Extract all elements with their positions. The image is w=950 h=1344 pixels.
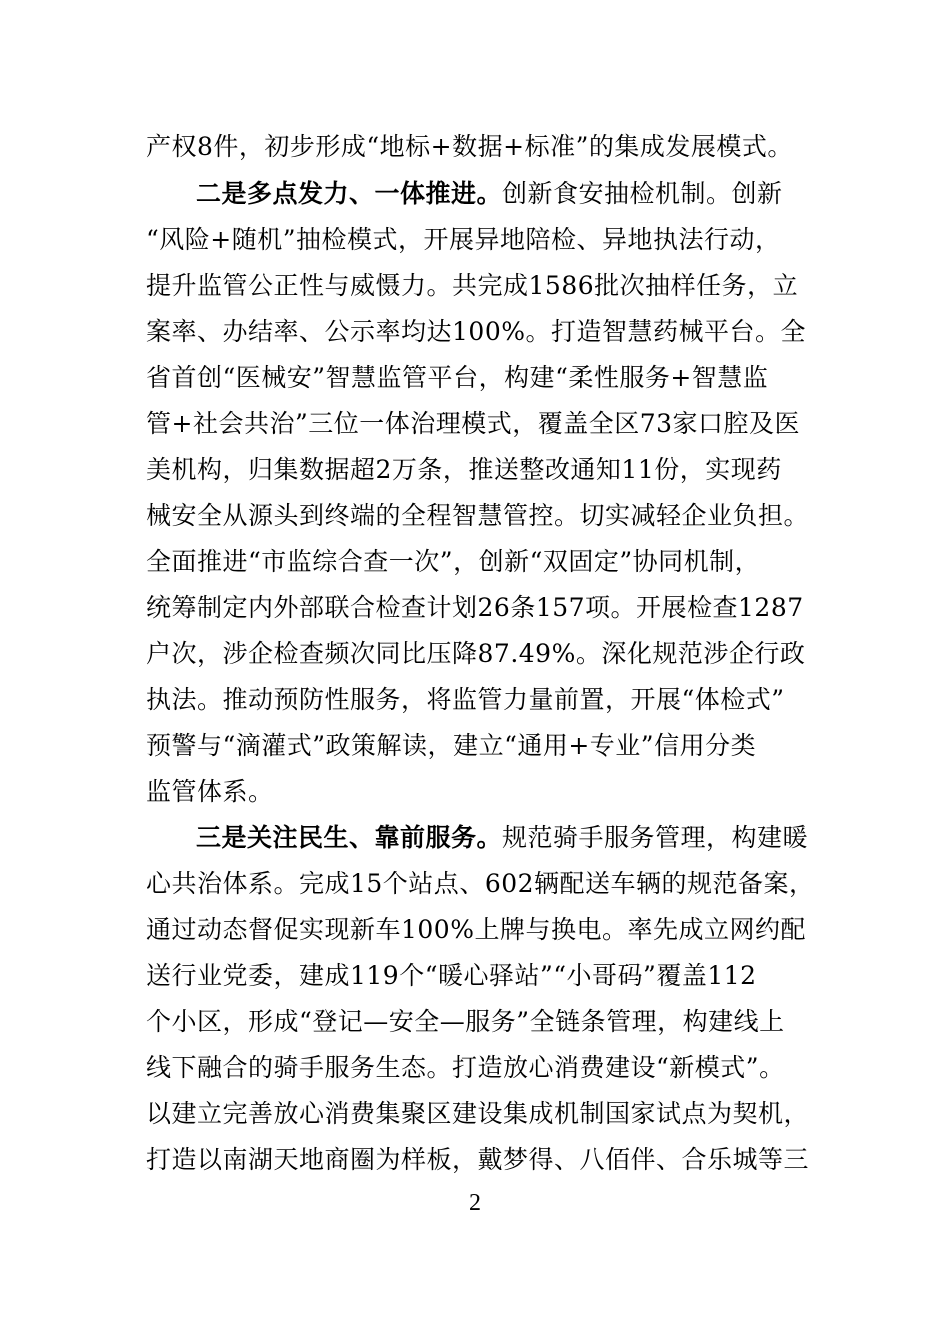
paragraph-lead-text: 创新食安抽检机制。创新 xyxy=(502,179,783,208)
text-line: “风险+随机”抽检模式，开展异地陪检、异地执法行动， xyxy=(146,225,781,254)
text-line: 全面推进“市监综合查一次”，创新“双固定”协同机制， xyxy=(146,547,761,576)
text-line: 个小区，形成“登记—安全—服务”全链条管理，构建线上 xyxy=(146,1007,785,1036)
text-line: 预警与“滴灌式”政策解读，建立“通用+专业”信用分类 xyxy=(146,731,757,760)
text-line: 产权8件，初步形成“地标+数据+标准”的集成发展模式。 xyxy=(146,132,793,161)
text-line: 心共治体系。完成15个站点、602辆配送车辆的规范备案， xyxy=(146,869,815,898)
paragraph-first-line xyxy=(196,815,809,861)
text-line: 通过动态督促实现新车100%上牌与换电。率先成立网约配 xyxy=(146,915,806,944)
paragraph-first-line xyxy=(196,171,806,217)
text-line: 以建立完善放心消费集聚区建设集成机制国家试点为契机， xyxy=(146,1099,810,1128)
text-line: 案率、办结率、公示率均达100%。打造智慧药械平台。全 xyxy=(146,317,806,346)
text-line: 美机构，归集数据超2万条，推送整改通知11份，实现药 xyxy=(146,455,782,484)
text-line: 械安全从源头到终端的全程智慧管控。切实减轻企业负担。 xyxy=(146,501,810,530)
text-line: 执法。推动预防性服务，将监管力量前置，开展“体检式” xyxy=(146,685,785,714)
text-line: 统筹制定内外部联合检查计划26条157项。开展检查1287 xyxy=(146,593,804,622)
paragraph-lead-heading: 二是多点发力、一体推进。 xyxy=(196,179,503,208)
page-number: 2 xyxy=(469,1190,481,1216)
text-line: 省首创“医械安”智慧监管平台，构建“柔性服务+智慧监 xyxy=(146,363,769,392)
text-line: 线下融合的骑手服务生态。打造放心消费建设“新模式”。 xyxy=(146,1053,785,1082)
text-line: 送行业党委，建成119个“暖心驿站”“小哥码”覆盖112 xyxy=(146,961,757,990)
text-line: 监管体系。 xyxy=(146,777,274,806)
paragraph-lead-heading: 三是关注民生、靠前服务。 xyxy=(196,823,503,852)
text-line: 打造以南湖天地商圈为样板，戴梦得、八佰伴、合乐城等三 xyxy=(146,1145,810,1174)
paragraph-lead-text: 规范骑手服务管理，构建暖 xyxy=(502,823,809,852)
text-line: 户次，涉企检查频次同比压降87.49%。深化规范涉企行政 xyxy=(146,639,806,668)
text-line: 管+社会共治”三位一体治理模式，覆盖全区73家口腔及医 xyxy=(146,409,801,438)
text-line: 提升监管公正性与威慑力。共完成1586批次抽样任务，立 xyxy=(146,271,799,300)
